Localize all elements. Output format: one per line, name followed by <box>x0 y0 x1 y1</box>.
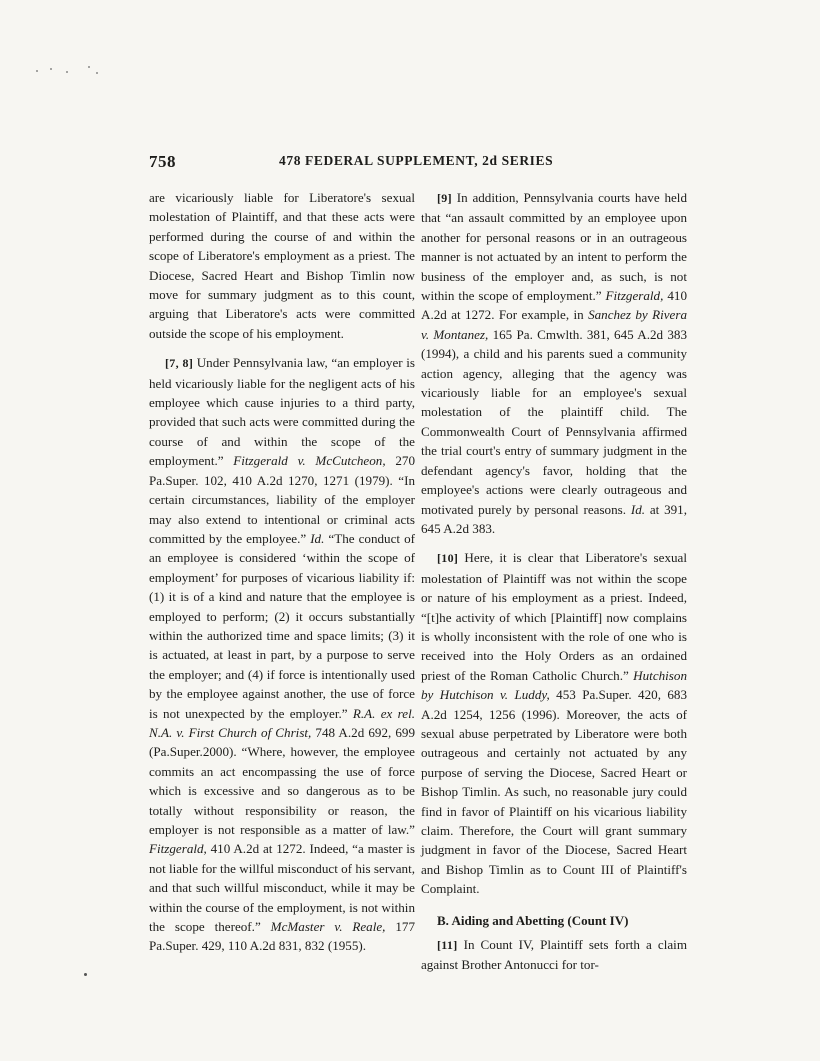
right-column <box>421 188 687 975</box>
running-head: 478 FEDERAL SUPPLEMENT, 2d SERIES <box>279 153 554 168</box>
citation: Fitzgerald, <box>605 288 664 304</box>
citation: Id. <box>310 530 325 546</box>
headnote: [10] <box>437 551 459 566</box>
citation: R.A. ex rel. N.A. v. First Church of Christ, <box>149 705 416 740</box>
citation: McMaster v. Reale, <box>270 919 386 935</box>
citation: Fitzgerald v. McCutcheon, <box>233 453 386 469</box>
right-paragraph-2: [10] Here, it is clear that Liberatore's sexual molestation of Plaintiff was not within the scope or nature of his employment as a priest. Indeed, “[t]he activity of which [Plaintiff] now complains is wholly inconsistent with the role of one who is received into the Holy Orders as an ordained priest of the Roman Catholic Church.” Hutchison by Hutchison v. Luddy, 453 Pa.Super. 420, 683 A.2d 1254, 1256 (1996). Moreover, the acts of sexual abuse perpetrated by Liberatore were both outrageous and certainly not actuated by any purpose of serving the Diocese, Sacred Heart or Bishop Timlin. As such, no reasonable jury could find in favor of Plaintiff on his vicarious liability claim. Therefore, the Court will grant summary judgment in favor of the Diocese, Sacred Heart and Bishop Timlin as to Count III of Plaintiff's Complaint. <box>421 550 687 897</box>
left-paragraph-1: are vicariously liable for Liberatore's sexual molestation of Plaintiff, and that these acts were performed during the course of and within the scope of Liberatore's employment as a priest. The Diocese, Sacred Heart and Bishop Timlin now move for summary judgment as to this count, arguing that Liberatore's acts were committed outside the scope of his employment. <box>149 190 415 341</box>
citation: Hutchison by Hutchison v. Luddy, <box>421 667 687 703</box>
headnote: [11] <box>437 938 458 953</box>
left-column <box>149 188 415 956</box>
right-paragraph-3: [11] In Count IV, Plaintiff sets forth a claim against Brother Antonucci for tor- <box>421 937 687 973</box>
page-header <box>149 152 709 174</box>
scan-dot <box>84 973 87 976</box>
citation: Sanchez by Rivera v. Montanez, <box>421 307 688 342</box>
right-paragraph-1: [9] In addition, Pennsylvania courts have held that “an assault committed by an employee upon another for personal reasons or in an outrageous manner is not actuated by an intent to perform the business of the employer and, as such, is not within the scope of employment.” Fitzgerald, 410 A.2d at 1272. For example, in Sanchez by Rivera v. Montanez, 165 Pa. Cmwlth. 381, 645 A.2d 383 (1994), a child and his parents sued a community action agency, alleging that the agency was vicariously liable for an employee's sexual molestation of the plaintiff child. The Commonwealth Court of Pennsylvania affirmed the trial court's entry of summary judgment in the defendant agency's favor, holding that the employee's actions were clearly outrageous and motivated purely by personal reasons. Id. at 391, 645 A.2d 383. <box>421 190 688 536</box>
page-number: 758 <box>149 152 176 171</box>
scan-specks <box>36 64 106 78</box>
headnote: [7, 8] <box>165 356 194 371</box>
citation: Id. <box>630 501 646 517</box>
citation: Fitzgerald, <box>149 841 207 857</box>
headnote: [9] <box>437 191 452 205</box>
left-paragraph-2: [7, 8] Under Pennsylvania law, “an employer is held vicariously liable for the negligent acts of his employee which cause injuries to a third party, provided that such acts were committed during the course of and within the scope of the employment.” Fitzgerald v. McCutcheon, 270 Pa.Super. 102, 410 A.2d 1270, 1271 (1979). “In certain circumstances, liability of the employer may also extend to intentional or criminal acts committed by the employee.” Id. “The conduct of an employee is considered ‘within the scope of employment’ for purposes of vicarious liability if: (1) it is of a kind and nature that the employee is employed to perform; (2) it occurs substantially within the authorized time and space limits; (3) it is actuated, at least in part, by a purpose to serve the employer; and (4) if force is intentionally used by the employee against another, the use of force is not unexpected by the employer.” R.A. ex rel. N.A. v. First Church of Christ, 748 A.2d 692, 699 (Pa.Super.2000). “Where, however, the employee commits an act encompassing the use of force which is excessive and so dangerous as to be totally without responsibility or reason, the employer is not responsible as a matter of law.” Fitzgerald, 410 A.2d at 1272. Indeed, “a master is not liable for the willful misconduct of his servant, and that such willful misconduct, while it may be within the course of the employment, is not within the scope thereof.” McMaster v. Reale, 177 Pa.Super. 429, 110 A.2d 831, 832 (1955). <box>149 355 416 954</box>
section-subheading: B. Aiding and Abetting (Count IV) <box>437 912 629 928</box>
